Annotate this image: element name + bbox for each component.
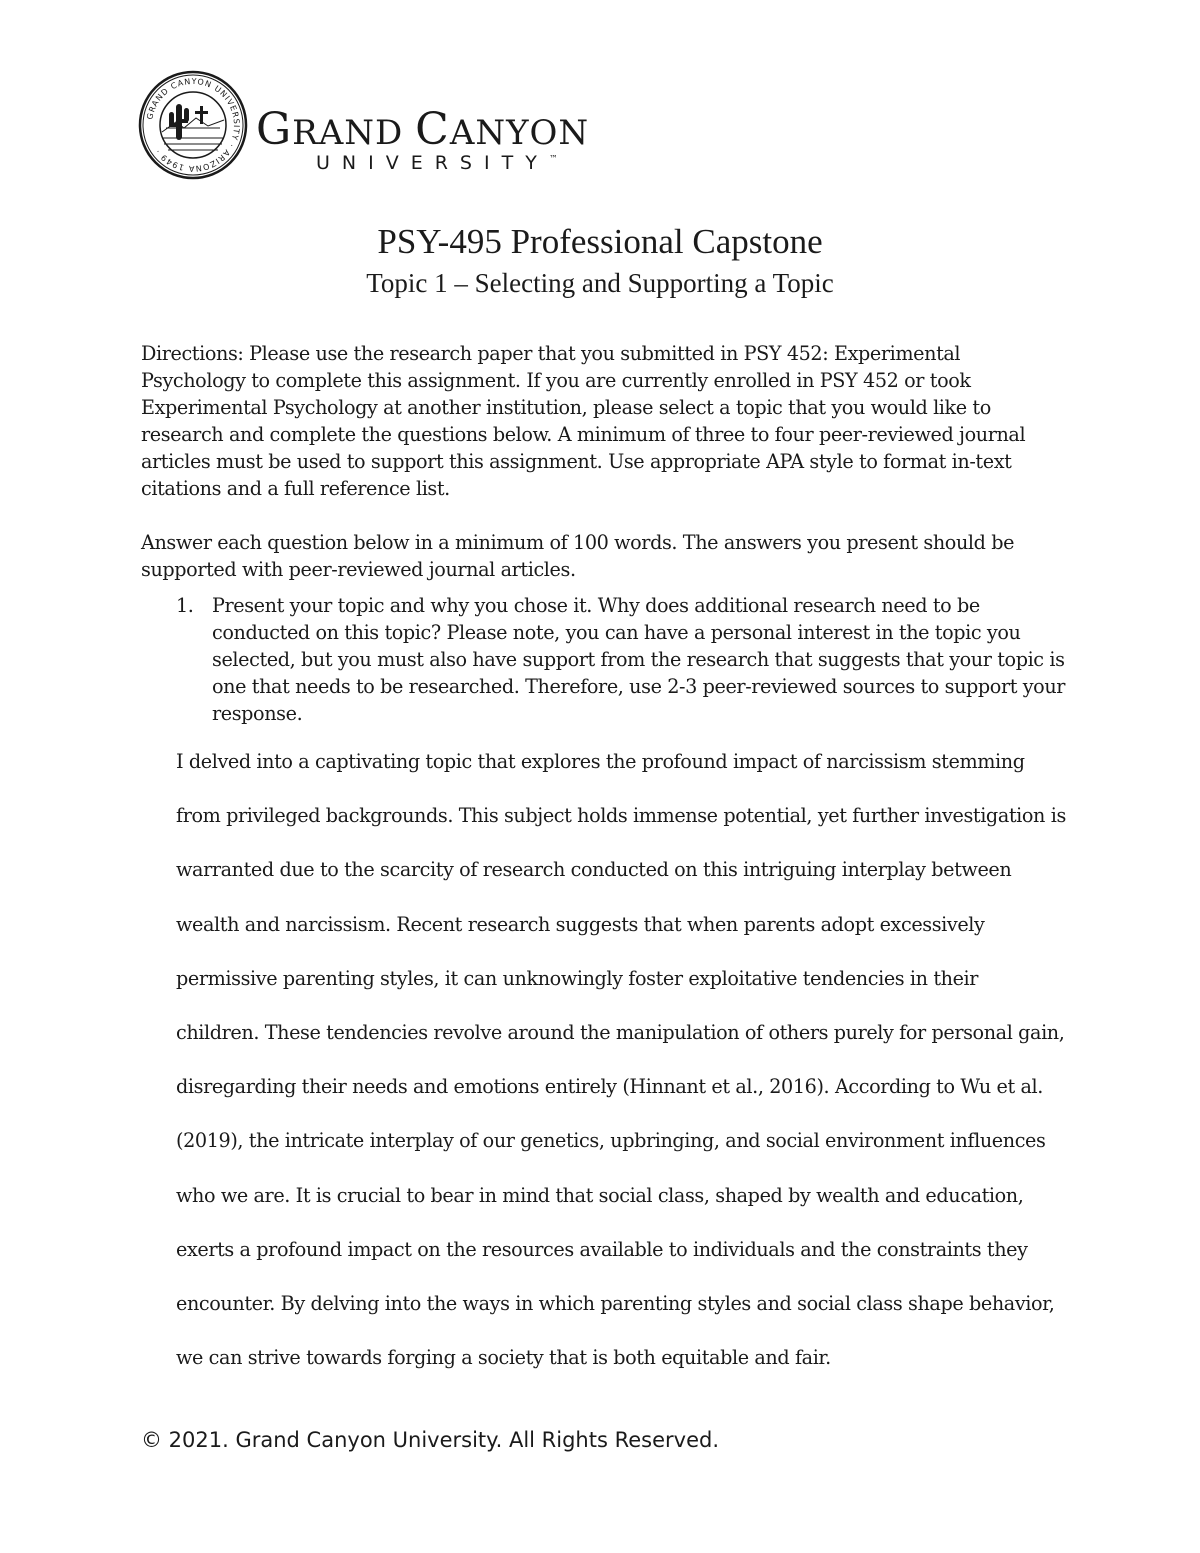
brand-initial-c: C (415, 104, 450, 155)
question-item (176, 592, 1076, 727)
brand-initial-g: G (256, 104, 293, 155)
brand-rest-canyon: ANYON (449, 113, 590, 153)
page-title: PSY-495 Professional Capstone (377, 222, 823, 261)
question-text: Present your topic and why you chose it. Why does additional research need to be conducted on this topic? Please note, you can have a personal interest in the topic you selected, but you must also have support from the research that suggests that your topic is one that needs to be researched. Therefore, use 2-3 peer-reviewed sources to support your response. (212, 594, 1066, 725)
university-seal-icon (138, 70, 248, 180)
brand-rest-grand: RAND (292, 113, 416, 153)
instructions-paragraph: Answer each question below in a minimum of 100 words. The answers you present should be supported with peer-reviewed journal articles. (141, 531, 1015, 581)
brand-university: UNIVERSITY (316, 152, 549, 174)
page-subtitle: Topic 1 – Selecting and Supporting a Topic (366, 268, 834, 298)
question-list (176, 592, 1076, 727)
university-logo (138, 70, 618, 180)
copyright-footer: © 2021. Grand Canyon University. All Rights Reserved. (141, 1428, 719, 1452)
question-number: 1. (176, 594, 194, 617)
trademark-symbol: ™ (548, 154, 558, 165)
answer-paragraph: I delved into a captivating topic that explores the profound impact of narcissism stemming from privileged backgrounds. This subject holds immense potential, yet further investigation is warranted due to the scarcity of research conducted on this intriguing interplay between wealth and narcissism. Recent research suggests that when parents adopt excessively permissive parenting styles, it can unknowingly foster exploitative tendencies in their children. These tendencies revolve around the manipulation of others purely for personal gain, disregarding their needs and emotions entirely (Hinnant et al., 2016). According to Wu et al. (2019), the intricate interplay of our genetics, upbringing, and social environment influences who we are. It is crucial to bear in mind that social class, shaped by wealth and education, exerts a profound impact on the resources available to individuals and the constraints they encounter. By delving into the ways in which parenting styles and social class shape behavior, we can strive towards forging a society that is both equitable and fair. (176, 750, 1066, 1370)
directions-paragraph: Directions: Please use the research paper that you submitted in PSY 452: Experimental Psychology to complete this assignment. If you are currently enrolled in PSY 452 or took Experimental Psychology at another institution, please select a topic that you would like to research and complete the questions below. A minimum of three to four peer-reviewed journal articles must be used to support this assignment. Use appropriate APA style to format in-text citations and a full reference list. (141, 342, 1026, 500)
svg-text:GRAND CANYON UNIVERSITY · ARIZ: GRAND CANYON UNIVERSITY · ARIZONA 1949 · (145, 76, 242, 174)
brand-subtitle (316, 152, 558, 174)
brand-wordmark (256, 104, 590, 155)
